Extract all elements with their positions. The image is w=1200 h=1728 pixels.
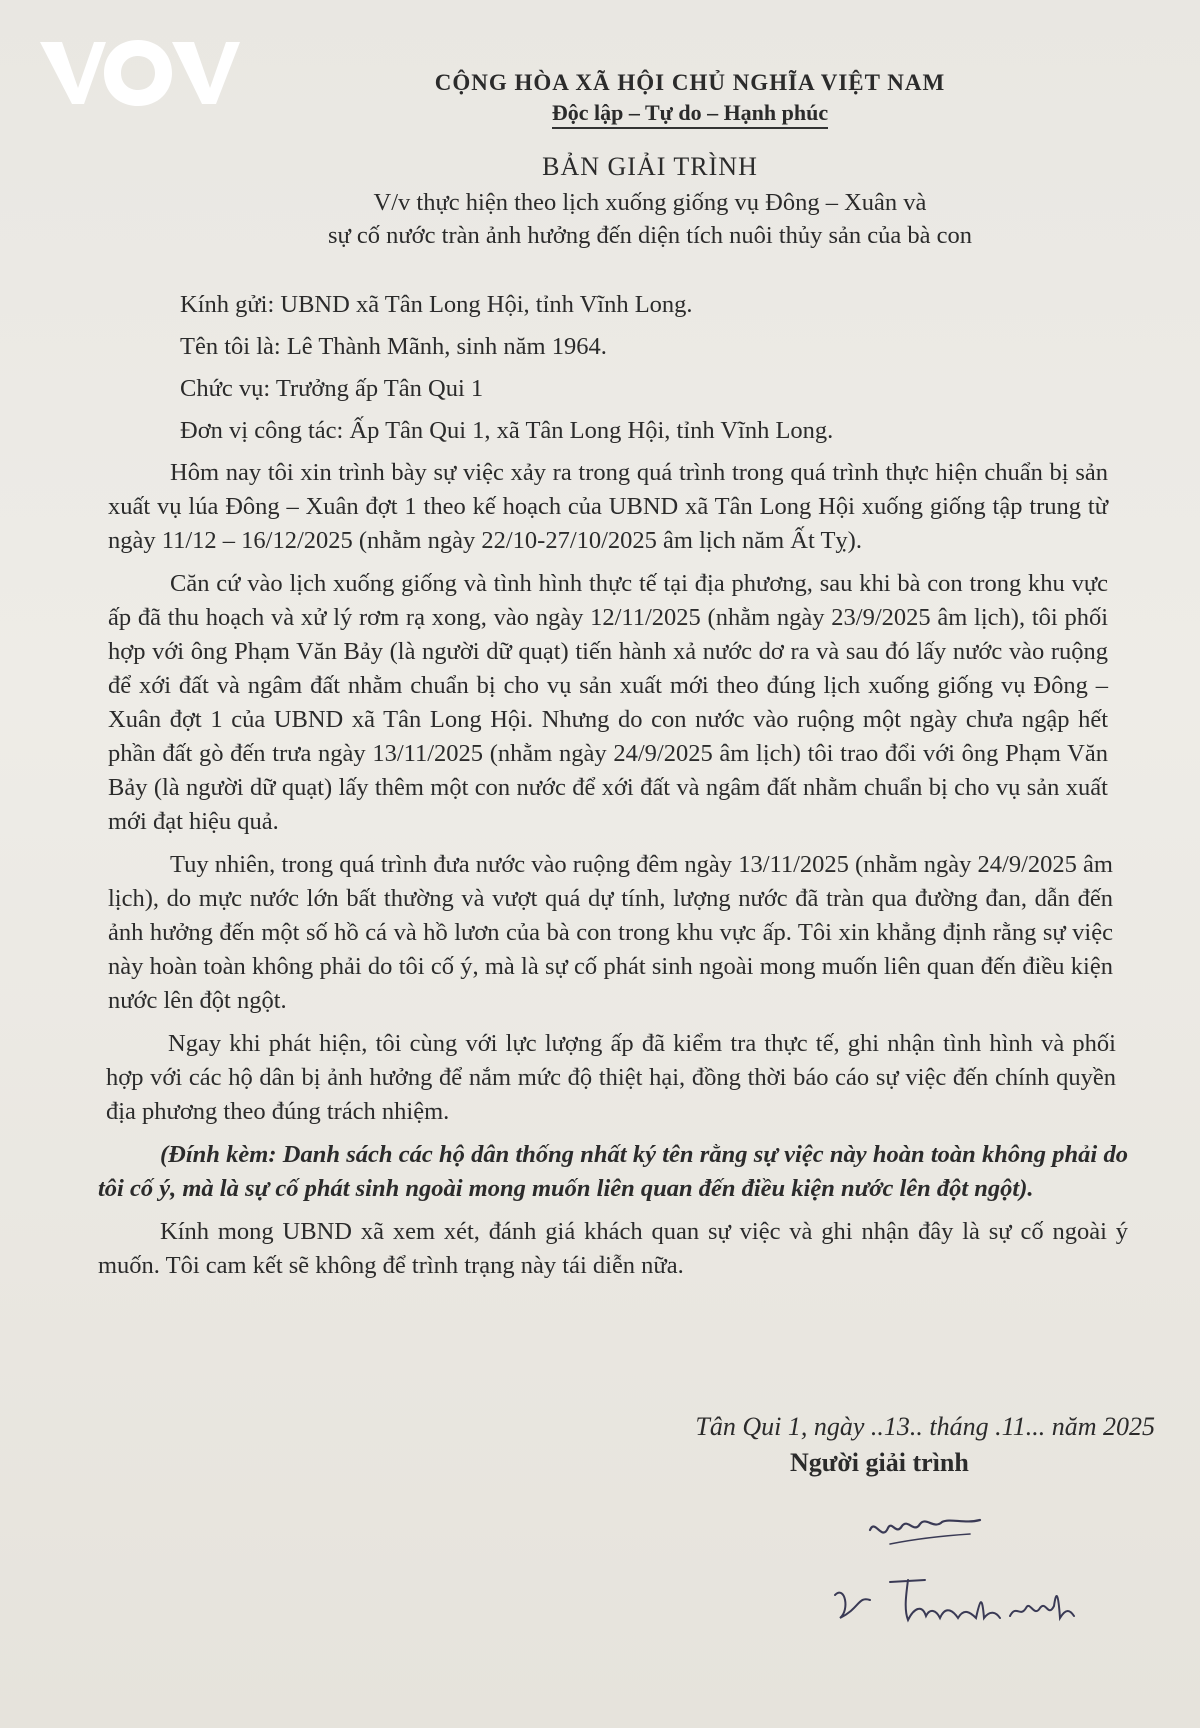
recipient-line: Kính gửi: UBND xã Tân Long Hội, tỉnh Vĩnh Long. bbox=[180, 291, 693, 318]
position-line: Chức vụ: Trưởng ấp Tân Qui 1 bbox=[180, 375, 484, 402]
handwritten-signature bbox=[830, 1500, 1090, 1650]
national-title: CỘNG HÒA XÃ HỘI CHỦ NGHĨA VIỆT NAM bbox=[434, 70, 946, 95]
name-line: Tên tôi là: Lê Thành Mãnh, sinh năm 1964. bbox=[180, 333, 607, 360]
document-title: BẢN GIẢI TRÌNH bbox=[542, 152, 758, 181]
motto-text: Độc lập – Tự do – Hạnh phúc bbox=[552, 100, 828, 129]
signer-title: Người giải trình bbox=[790, 1448, 969, 1477]
svg-text:VOV: VOV bbox=[40, 38, 43, 39]
paragraph-2: Căn cứ vào lịch xuống giống và tình hình thực tế tại địa phương, sau khi bà con trong khu vực ấp đã thu hoạch và xử lý rơm rạ xong, vào ngày 12/11/2025 (nhằm ngày 23/9/2025 âm lịch), tôi phối hợp với ông Phạm Văn Bảy (là người dữ quạt) tiến hành xả nước dơ ra và sau đó lấy nước vào ruộng để xới đất và ngâm đất nhằm chuẩn bị cho vụ sản xuất mới theo đúng lịch xuống giống vụ Đông – Xuân đợt 1 của UBND xã Tân Long Hội. Nhưng do con nước vào ruộng một ngày chưa ngập hết phần đất gò đến trưa ngày 13/11/2025 (nhằm ngày 24/9/2025 âm lịch) tôi trao đổi với ông Phạm Văn Bảy (là người dữ quạt) lấy thêm một con nước để xới đất và ngâm đất nhằm chuẩn bị cho vụ sản xuất mới đạt hiệu quả. bbox=[108, 570, 1108, 835]
document-body bbox=[98, 288, 1128, 1283]
place-date: Tân Qui 1, ngày ..13.. tháng .11... năm 2025 bbox=[695, 1412, 1155, 1441]
paragraph-3: Tuy nhiên, trong quá trình đưa nước vào ruộng đêm ngày 13/11/2025 (nhằm ngày 24/9/2025 âm lịch), do mực nước lớn bất thường và vượt quá dự tính, lượng nước đã tràn qua đường đan, dẫn đến ảnh hưởng đến một số hồ cá và hồ lươn của bà con trong khu vực ấp. Tôi xin khẳng định rằng sự việc này hoàn toàn không phải do tôi cố ý, mà là sự cố phát sinh ngoài mong muốn liên quan đến điều kiện nước lên đột ngột. bbox=[108, 851, 1113, 1014]
subject-line-1: V/v thực hiện theo lịch xuống giống vụ Đông – Xuân và bbox=[373, 189, 927, 216]
document-subject bbox=[50, 186, 1200, 252]
paragraph-1: Hôm nay tôi xin trình bày sự việc xảy ra trong quá trình trong quá trình thực hiện chuẩn bị sản xuất vụ lúa Đông – Xuân đợt 1 theo kế hoạch của UBND xã Tân Long Hội xuống giống tập trung từ ngày 11/12 – 16/12/2025 (nhằm ngày 22/10-27/10/2025 âm lịch năm Ất Tỵ). bbox=[108, 459, 1108, 554]
paragraph-4: Ngay khi phát hiện, tôi cùng với lực lượng ấp đã kiểm tra thực tế, ghi nhận tình hình và phối hợp với các hộ dân bị ảnh hưởng để nắm mức độ thiệt hại, đồng thời báo cáo sự việc đến chính quyền địa phương theo đúng trách nhiệm. bbox=[106, 1030, 1116, 1125]
svg-text:Lê Thành Mãnh: Lê Thành Mãnh bbox=[830, 1500, 837, 1501]
national-motto bbox=[90, 100, 1200, 126]
unit-line: Đơn vị công tác: Ấp Tân Qui 1, xã Tân Long Hội, tỉnh Vĩnh Long. bbox=[180, 417, 834, 444]
closing-paragraph: Kính mong UBND xã xem xét, đánh giá khách quan sự việc và ghi nhận đây là sự cố ngoài ý muốn. Tôi cam kết sẽ không để trình trạng này tái diễn nữa. bbox=[98, 1218, 1128, 1279]
subject-line-2: sự cố nước tràn ảnh hưởng đến diện tích nuôi thủy sản của bà con bbox=[327, 222, 973, 249]
attachment-note: (Đính kèm: Danh sách các hộ dân thống nhất ký tên rằng sự việc này hoàn toàn không phải do tôi cố ý, mà là sự cố phát sinh ngoài mong muốn liên quan đến điều kiện nước lên đột ngột). bbox=[98, 1141, 1128, 1202]
